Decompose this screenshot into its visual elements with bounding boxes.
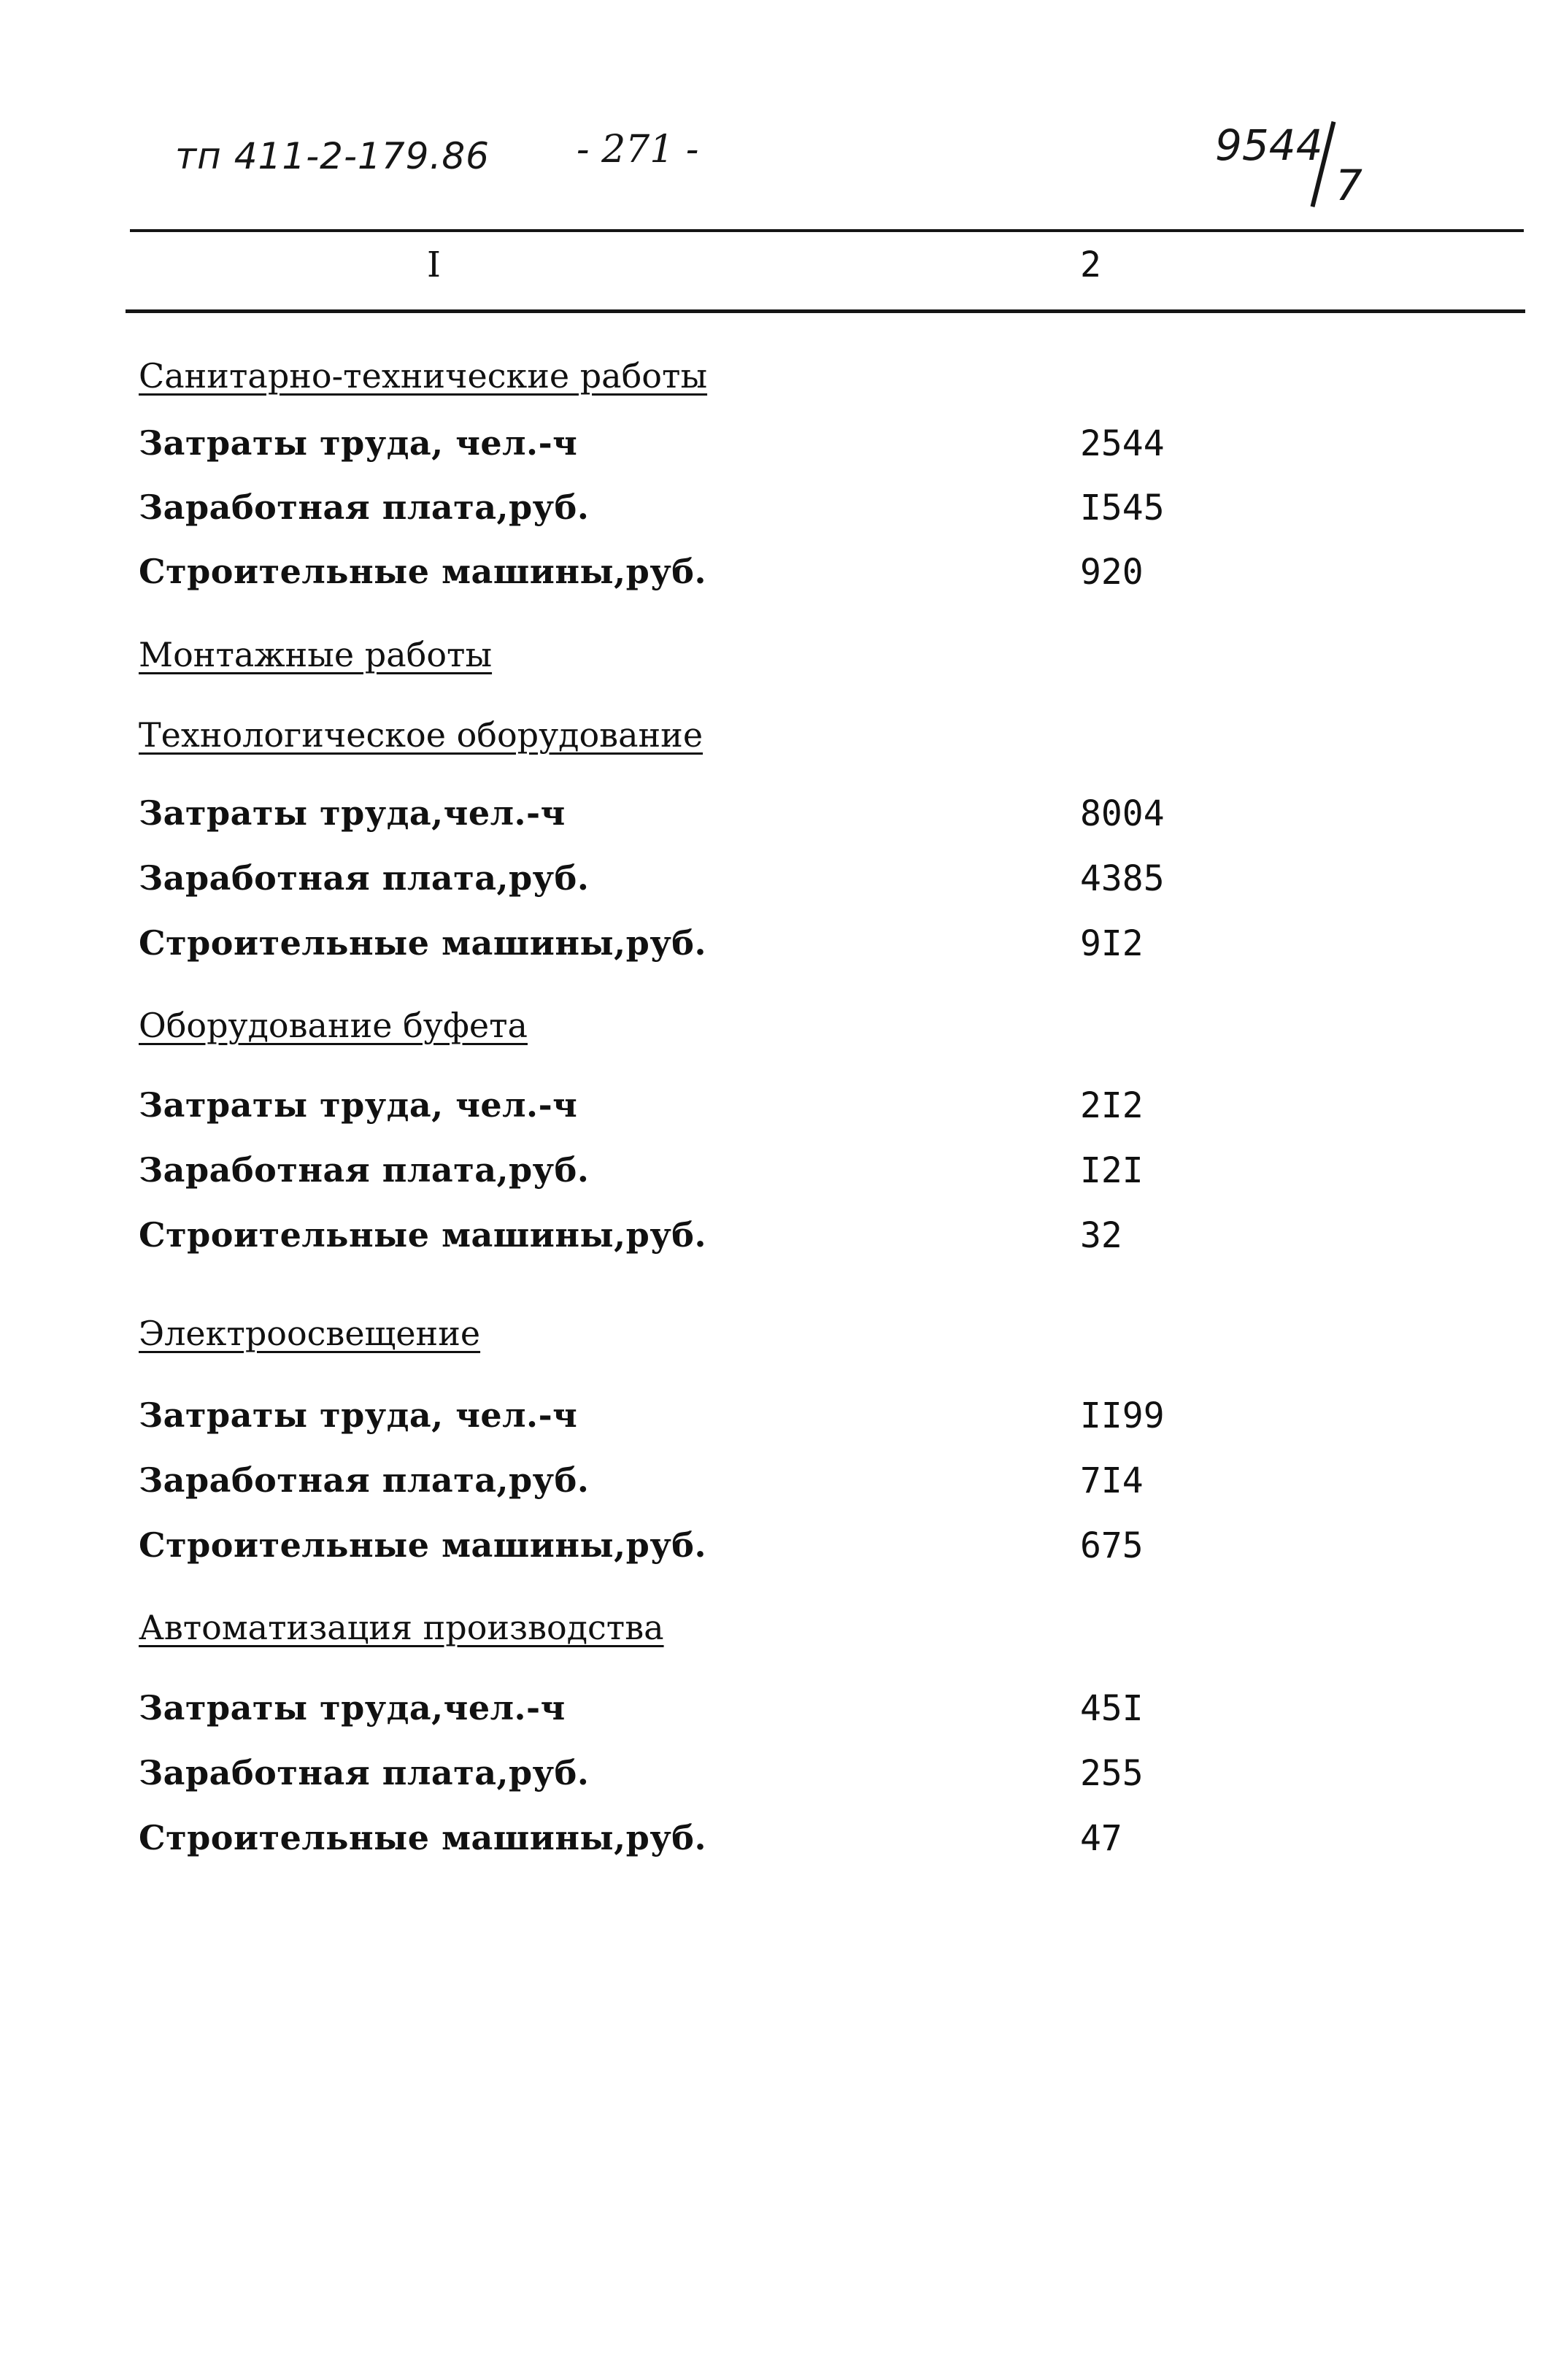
page-number: - 271 - (577, 128, 699, 172)
row-label: Строительные машины,руб. (139, 552, 706, 591)
row-label: Заработная плата,руб. (139, 1753, 590, 1792)
section-title-electric-lighting: Электроосвещение (139, 1314, 481, 1353)
row-value: 2544 (1080, 423, 1165, 464)
row-value: 255 (1080, 1753, 1144, 1794)
sheet-number: 9544 (1215, 120, 1323, 170)
row-label: Затраты труда, чел.-ч (139, 1085, 578, 1125)
column-header-2: 2 (1080, 244, 1101, 285)
sheet-subnumber: 7 (1335, 161, 1362, 210)
row-value: 920 (1080, 552, 1144, 593)
row-label: Заработная плата,руб. (139, 488, 590, 527)
table-top-rule (130, 229, 1524, 232)
row-label: Заработная плата,руб. (139, 1460, 590, 1500)
section-title-tech-equipment: Технологическое оборудование (139, 715, 704, 755)
row-value: I545 (1080, 488, 1165, 528)
section-title-installation: Монтажные работы (139, 635, 493, 674)
row-value: II99 (1080, 1395, 1165, 1436)
row-label: Строительные машины,руб. (139, 1525, 706, 1565)
row-value: 7I4 (1080, 1460, 1144, 1501)
row-label: Заработная плата,руб. (139, 858, 590, 898)
document-code: тп 411-2-179.86 (175, 135, 490, 177)
row-value: 8004 (1080, 793, 1165, 834)
row-label: Затраты труда,чел.-ч (139, 1688, 566, 1728)
row-label: Строительные машины,руб. (139, 1818, 706, 1857)
row-label: Затраты труда,чел.-ч (139, 793, 566, 833)
row-value: 47 (1080, 1818, 1122, 1859)
row-label: Затраты труда, чел.-ч (139, 1395, 578, 1435)
row-value: 9I2 (1080, 923, 1144, 964)
row-value: I2I (1080, 1150, 1144, 1191)
section-title-sanitary: Санитарно-технические работы (139, 356, 708, 396)
column-header-1: I (427, 244, 441, 285)
row-label: Затраты труда, чел.-ч (139, 423, 578, 463)
row-value: 675 (1080, 1525, 1144, 1566)
row-label: Строительные машины,руб. (139, 1215, 706, 1255)
table-header-rule (126, 309, 1525, 313)
section-title-automation: Автоматизация производства (139, 1608, 664, 1647)
row-value: 4385 (1080, 858, 1165, 899)
row-label: Заработная плата,руб. (139, 1150, 590, 1190)
section-title-buffet-equipment: Оборудование буфета (139, 1006, 528, 1045)
row-value: 32 (1080, 1215, 1122, 1256)
row-label: Строительные машины,руб. (139, 923, 706, 963)
row-value: 2I2 (1080, 1085, 1144, 1126)
row-value: 45I (1080, 1688, 1144, 1729)
